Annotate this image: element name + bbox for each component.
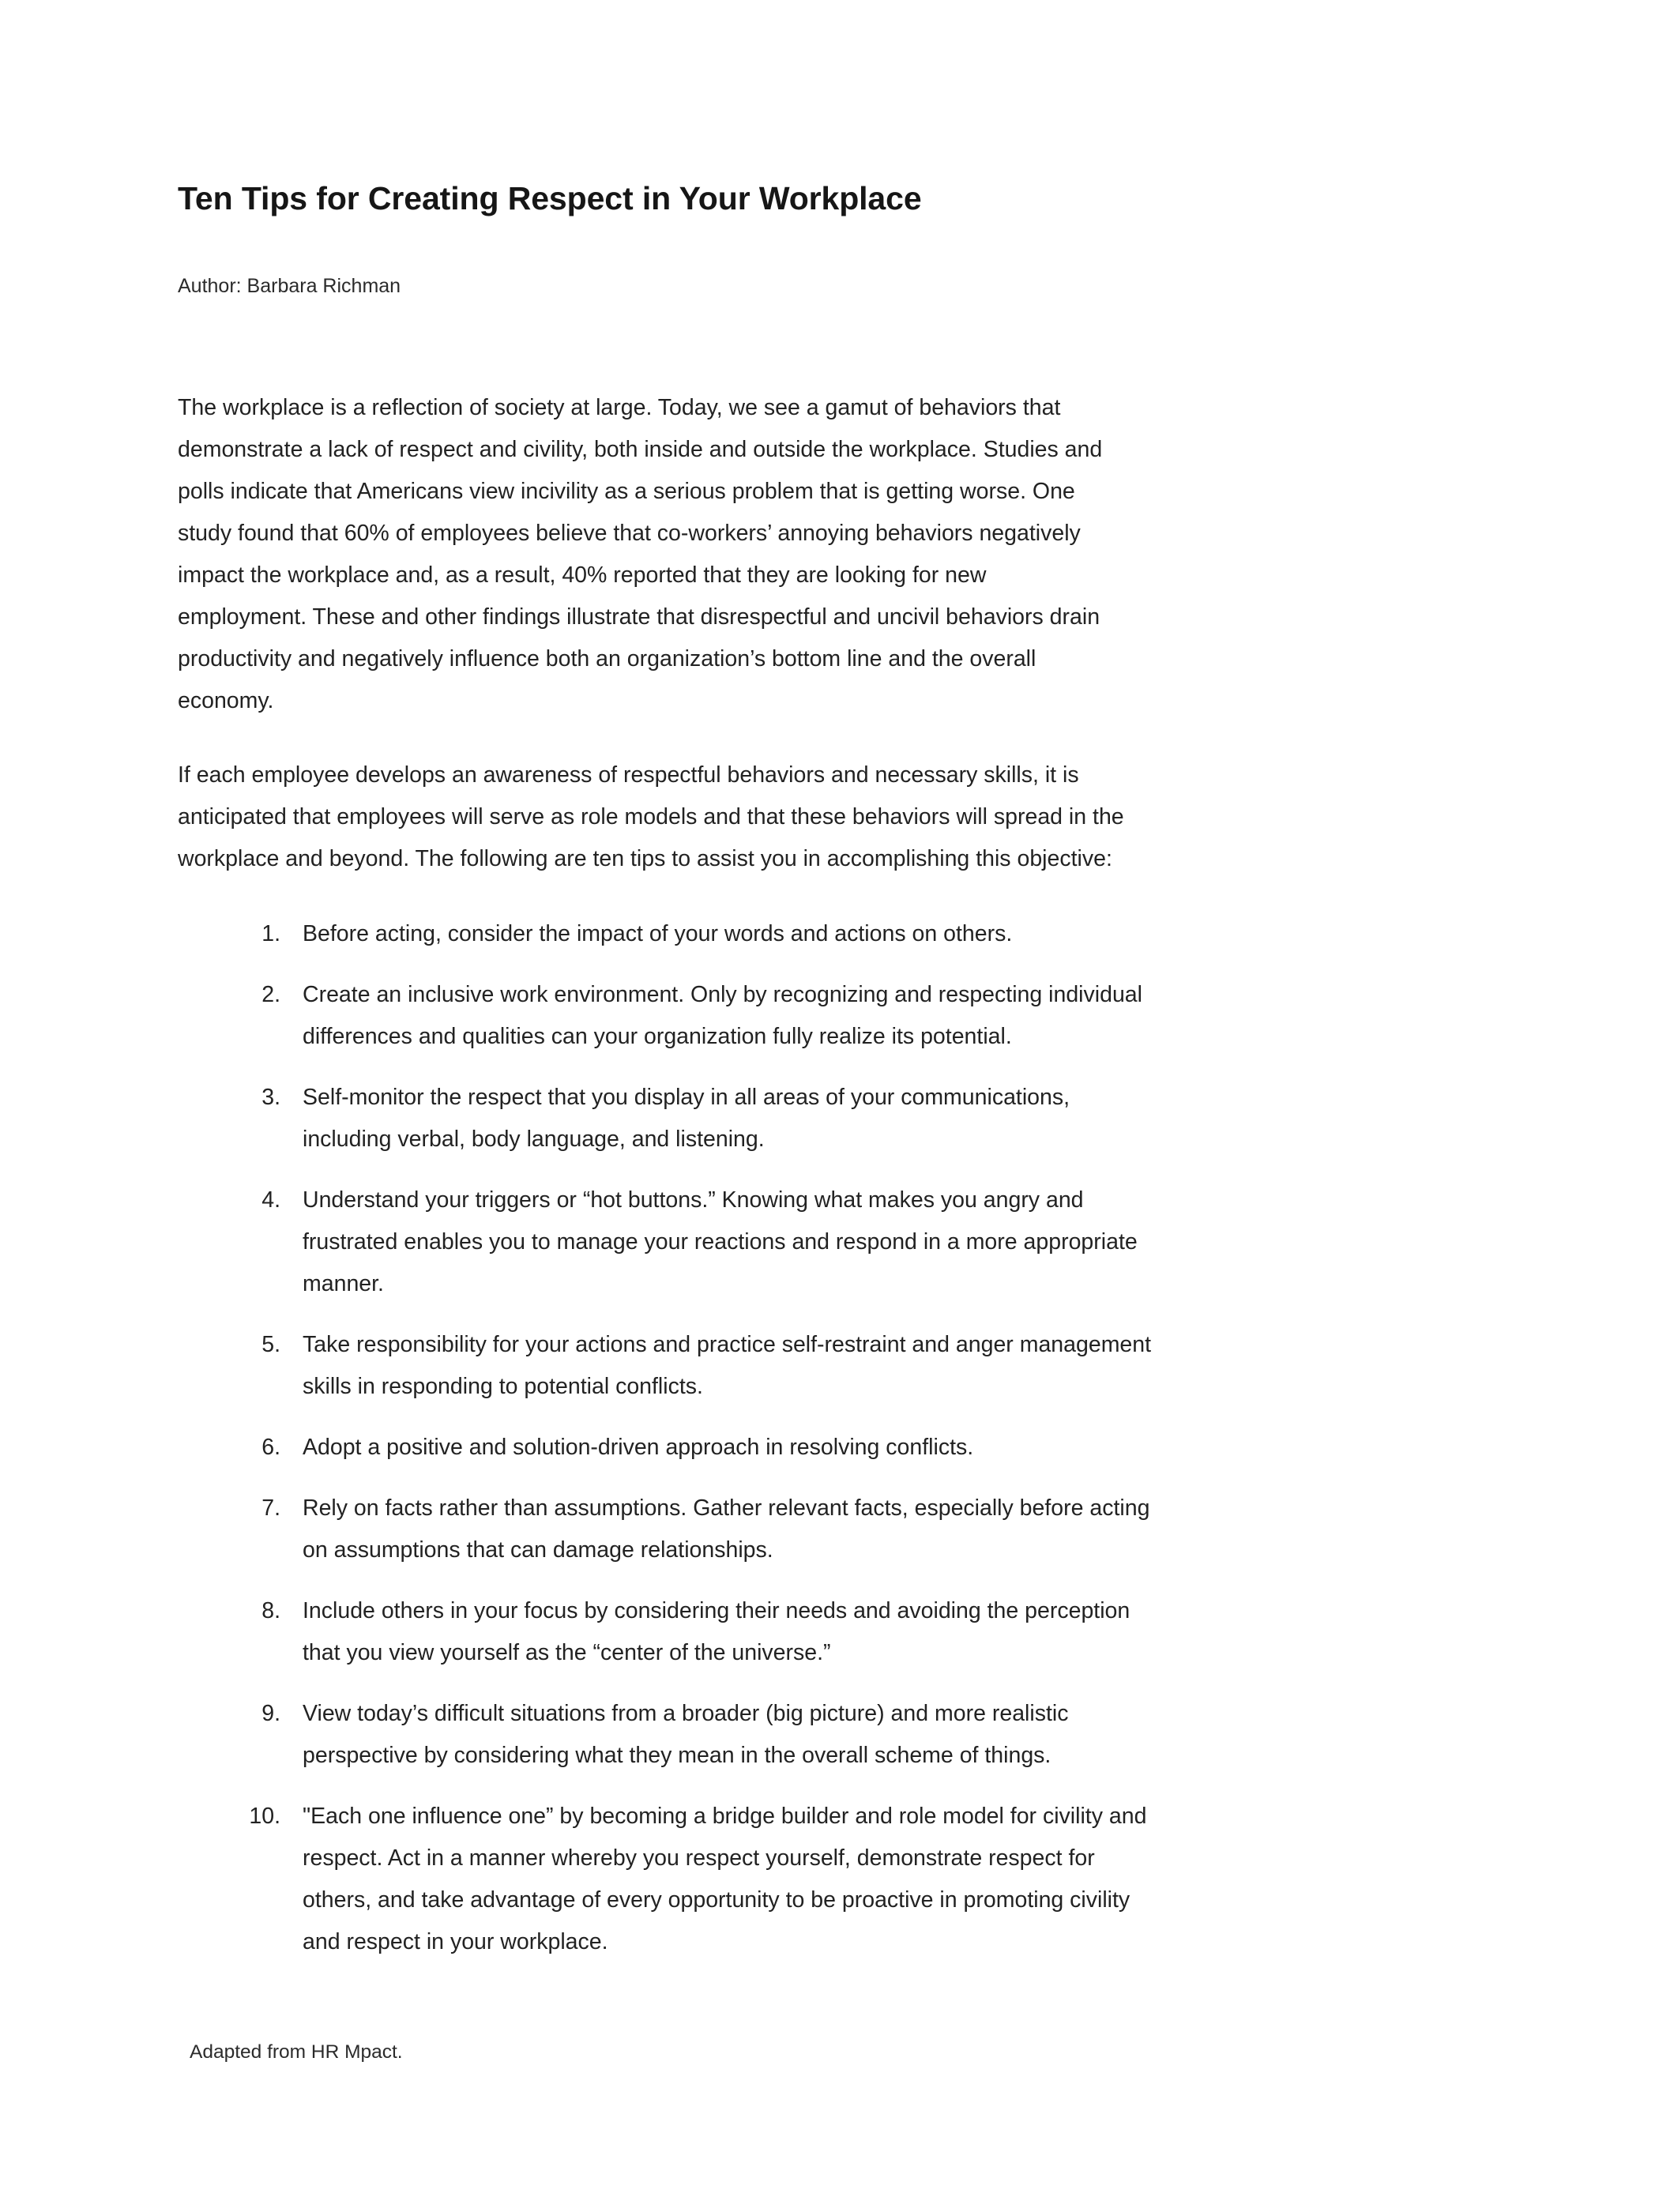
list-item-line: respect. Act in a manner whereby you respect yourself, demonstrate respect for bbox=[303, 1845, 1095, 1871]
list-item-line: View today’s difficult situations from a broader (big picture) and more realistic bbox=[303, 1701, 1069, 1726]
list-item-line: Rely on facts rather than assumptions. Gather relevant facts, especially before acting bbox=[303, 1495, 1150, 1521]
paragraph-line: study found that 60% of employees believe that co-workers’ annoying behaviors negatively bbox=[178, 521, 1081, 546]
paragraph-line: impact the workplace and, as a result, 40% reported that they are looking for new bbox=[178, 562, 987, 588]
paragraph-line: employment. These and other findings illustrate that disrespectful and uncivil behaviors drain bbox=[178, 604, 1100, 630]
document-footer: Adapted from HR Mpact. bbox=[190, 2041, 403, 2063]
list-item-line: "Each one influence one” by becoming a bridge builder and role model for civility and bbox=[303, 1804, 1147, 1829]
paragraph-intro bbox=[178, 387, 1497, 722]
list-item-line: that you view yourself as the “center of the universe.” bbox=[303, 1640, 831, 1665]
list-item-line: skills in responding to potential conflicts. bbox=[303, 1374, 703, 1399]
list-item-text bbox=[303, 1693, 1497, 1777]
list-item-number: 4. bbox=[261, 1187, 280, 1213]
list-item-number: 5. bbox=[261, 1332, 280, 1357]
lead-in-paragraph-block bbox=[178, 754, 1497, 907]
list-item-line: frustrated enables you to manage your reactions and respond in a more appropriate bbox=[303, 1229, 1138, 1255]
paragraph-lead-in bbox=[178, 754, 1497, 880]
list-item-line: others, and take advantage of every opportunity to be proactive in promoting civility bbox=[303, 1887, 1130, 1913]
list-item bbox=[178, 913, 1497, 955]
list-item-number: 9. bbox=[261, 1701, 280, 1726]
list-item bbox=[178, 1590, 1497, 1674]
list-item-text bbox=[303, 1324, 1497, 1408]
list-item bbox=[178, 1324, 1497, 1408]
author-line: Author: Barbara Richman bbox=[178, 275, 401, 297]
list-item-line: on assumptions that can damage relationships. bbox=[303, 1537, 773, 1563]
list-item-text bbox=[303, 1796, 1497, 1963]
list-item bbox=[178, 1693, 1497, 1777]
list-item-line: differences and qualities can your organization fully realize its potential. bbox=[303, 1024, 1012, 1049]
list-item-number: 8. bbox=[261, 1598, 280, 1623]
list-item-line: manner. bbox=[303, 1271, 384, 1296]
tips-list bbox=[178, 913, 1497, 1963]
paragraph-line: productivity and negatively influence both an organization’s bottom line and the overall bbox=[178, 646, 1036, 672]
list-item bbox=[178, 1179, 1497, 1305]
list-item-number: 2. bbox=[261, 982, 280, 1007]
list-item-text bbox=[303, 1590, 1497, 1674]
list-item-number: 7. bbox=[261, 1495, 280, 1521]
list-item bbox=[178, 1796, 1497, 1963]
paragraph-line: If each employee develops an awareness of respectful behaviors and necessary skills, it is bbox=[178, 762, 1079, 788]
list-item-line: Self-monitor the respect that you display in all areas of your communications, bbox=[303, 1085, 1070, 1110]
list-item-text bbox=[303, 974, 1497, 1058]
list-item-line: Before acting, consider the impact of your words and actions on others. bbox=[303, 921, 1013, 946]
list-item bbox=[178, 1427, 1497, 1469]
list-item-number: 6. bbox=[261, 1435, 280, 1460]
paragraph-line: demonstrate a lack of respect and civility, both inside and outside the workplace. Studies and bbox=[178, 437, 1103, 462]
paragraph-line: anticipated that employees will serve as role models and that these behaviors will spread in the bbox=[178, 804, 1124, 830]
paragraph-line: The workplace is a reflection of society at large. Today, we see a gamut of behaviors that bbox=[178, 395, 1061, 420]
list-item bbox=[178, 974, 1497, 1058]
paragraph-line: economy. bbox=[178, 688, 274, 713]
list-item-line: Understand your triggers or “hot buttons.” Knowing what makes you angry and bbox=[303, 1187, 1084, 1213]
list-item-text bbox=[303, 1488, 1497, 1571]
list-item-text bbox=[303, 1077, 1497, 1161]
paragraph-line: polls indicate that Americans view incivility as a serious problem that is getting worse. One bbox=[178, 479, 1075, 504]
list-item-line: Create an inclusive work environment. Only by recognizing and respecting individual bbox=[303, 982, 1142, 1007]
list-item-number: 3. bbox=[261, 1085, 280, 1110]
intro-paragraph-block bbox=[178, 387, 1497, 749]
list-item-line: Take responsibility for your actions and practice self-restraint and anger management bbox=[303, 1332, 1152, 1357]
list-item-text bbox=[303, 1179, 1497, 1305]
list-item-line: Include others in your focus by considering their needs and avoiding the perception bbox=[303, 1598, 1130, 1623]
page-title: Ten Tips for Creating Respect in Your Workplace bbox=[178, 180, 922, 216]
list-item-line: perspective by considering what they mean in the overall scheme of things. bbox=[303, 1743, 1051, 1768]
list-item-text bbox=[303, 913, 1497, 955]
list-item-number: 10. bbox=[249, 1804, 280, 1829]
list-item-line: Adopt a positive and solution-driven approach in resolving conflicts. bbox=[303, 1435, 974, 1460]
list-item-line: and respect in your workplace. bbox=[303, 1929, 608, 1954]
list-item bbox=[178, 1488, 1497, 1571]
paragraph-line: workplace and beyond. The following are ten tips to assist you in accomplishing this objective: bbox=[178, 846, 1112, 871]
list-item bbox=[178, 1077, 1497, 1161]
list-item-text bbox=[303, 1427, 1497, 1469]
list-item-number: 1. bbox=[261, 921, 280, 946]
list-item-line: including verbal, body language, and listening. bbox=[303, 1127, 765, 1152]
